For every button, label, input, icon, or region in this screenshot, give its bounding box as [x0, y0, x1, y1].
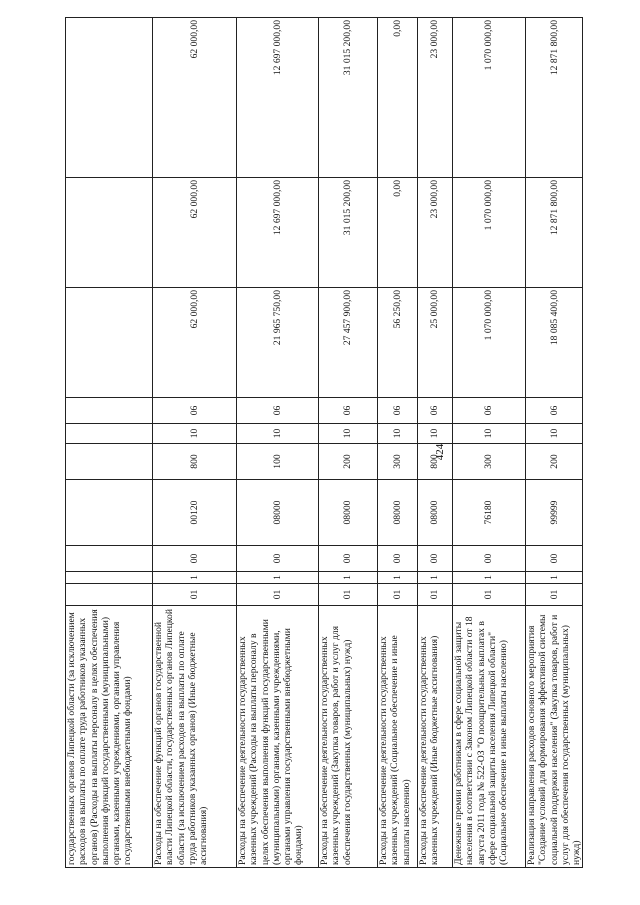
table-cell-code: 01	[453, 584, 526, 606]
table-cell-code: 01	[378, 584, 418, 606]
table-cell-code	[66, 444, 153, 480]
table-cell-code: 00120	[153, 480, 237, 546]
table-cell-code: 10	[153, 424, 237, 444]
table-cell-code: 1	[153, 572, 237, 584]
table-cell-code: 100	[237, 444, 319, 480]
table-cell-description: Реализация направления расходов основного мероприятия "Создание условий для формирования эффективной системы социальной поддержки населения" (Закупка товаров, работ и услуг для обеспечения государственных (муниципальных) нужд)	[526, 606, 583, 868]
table-body	[66, 18, 583, 868]
table-cell-code: 00	[418, 546, 453, 572]
rotated-table-container	[65, 18, 583, 868]
table-cell-amount: 31 015 200,00	[319, 18, 378, 178]
table-cell-code: 06	[526, 398, 583, 424]
table-cell-code: 01	[237, 584, 319, 606]
table-row	[453, 18, 526, 868]
table-cell-amount	[66, 288, 153, 398]
table-cell-code: 1	[319, 572, 378, 584]
table-cell-code	[66, 546, 153, 572]
table-cell-amount: 0,00	[378, 18, 418, 178]
table-cell-code: 1	[378, 572, 418, 584]
table-cell-code: 800	[418, 444, 453, 480]
table-cell-code: 800	[153, 444, 237, 480]
table-row	[153, 18, 237, 868]
table-row	[526, 18, 583, 868]
table-cell-amount: 27 457 900,00	[319, 288, 378, 398]
table-cell-code	[66, 480, 153, 546]
table-cell-code: 08000	[378, 480, 418, 546]
table-cell-code: 10	[418, 424, 453, 444]
table-cell-amount: 56 250,00	[378, 288, 418, 398]
table-cell-code: 06	[378, 398, 418, 424]
table-cell-code: 200	[526, 444, 583, 480]
table-cell-amount: 62 000,00	[153, 18, 237, 178]
table-cell-amount: 21 965 750,00	[237, 288, 319, 398]
table-cell-code: 10	[453, 424, 526, 444]
table-row	[378, 18, 418, 868]
table-cell-description: Денежные премии работникам в сфере социальной защиты населения в соответствии с Законом Липецкой области от 18 августа 2011 года № 522-ОЗ "О поощрительных выплатах в сфере социальной защиты населения Липецкой области" (Социальное обеспечение и иные выплаты населению)	[453, 606, 526, 868]
table-cell-description: Расходы на обеспечение деятельности государственных казенных учреждений (Социальное обеспечение и иные выплаты населению)	[378, 606, 418, 868]
table-cell-code: 10	[526, 424, 583, 444]
table-cell-code: 1	[237, 572, 319, 584]
table-cell-amount: 12 871 800,00	[526, 178, 583, 288]
table-cell-description: Расходы на обеспечение деятельности государственных казенных учреждений (Иные бюджетные ассигнования)	[418, 606, 453, 868]
table-cell-code: 06	[418, 398, 453, 424]
table-cell-code: 01	[319, 584, 378, 606]
page-number: 424	[434, 443, 446, 461]
table-cell-amount	[66, 178, 153, 288]
table-cell-code: 10	[237, 424, 319, 444]
table-cell-code: 99999	[526, 480, 583, 546]
table-cell-code: 06	[453, 398, 526, 424]
table-cell-code: 10	[378, 424, 418, 444]
table-cell-code: 01	[153, 584, 237, 606]
table-cell-code	[66, 584, 153, 606]
table-row	[66, 18, 153, 868]
table-cell-code: 1	[418, 572, 453, 584]
table-cell-amount: 12 871 800,00	[526, 18, 583, 178]
table-row	[319, 18, 378, 868]
table-cell-code	[66, 398, 153, 424]
table-cell-code: 00	[319, 546, 378, 572]
table-cell-code: 00	[153, 546, 237, 572]
table-cell-amount: 1 070 000,00	[453, 178, 526, 288]
table-cell-code: 08000	[319, 480, 378, 546]
table-cell-code: 00	[378, 546, 418, 572]
table-cell-amount: 23 000,00	[418, 18, 453, 178]
table-row	[418, 18, 453, 868]
table-cell-code: 00	[237, 546, 319, 572]
table-cell-code: 06	[319, 398, 378, 424]
table-cell-code: 06	[237, 398, 319, 424]
table-cell-amount	[66, 18, 153, 178]
table-cell-code	[66, 572, 153, 584]
table-cell-code	[66, 424, 153, 444]
budget-table	[65, 17, 583, 868]
table-cell-code: 300	[453, 444, 526, 480]
table-cell-code: 06	[153, 398, 237, 424]
table-cell-amount: 18 085 400,00	[526, 288, 583, 398]
table-cell-code: 00	[453, 546, 526, 572]
table-cell-amount: 0,00	[378, 178, 418, 288]
table-cell-description: государственных органов Липецкой области (за исключением расходов на выплаты по оплате труда работников указанных органов) (Расходы на выплаты персоналу в целях обеспечения выполнения функций государственными (муниципальными) органами, казенными учреждениями, органами управления государственными внебюджетными фондами)	[66, 606, 153, 868]
table-cell-description: Расходы на обеспечение деятельности государственных казенных учреждений (Расходы на выплаты персоналу в целях обеспечения выполнения функций государственными (муниципальными) органами, казенными учреждениями, органами управления государственными внебюджетными фондами)	[237, 606, 319, 868]
table-cell-code: 200	[319, 444, 378, 480]
table-cell-amount: 23 000,00	[418, 178, 453, 288]
table-cell-code: 01	[418, 584, 453, 606]
table-cell-amount: 62 000,00	[153, 288, 237, 398]
table-cell-code: 08000	[418, 480, 453, 546]
table-cell-amount: 31 015 200,00	[319, 178, 378, 288]
table-cell-amount: 25 000,00	[418, 288, 453, 398]
table-cell-amount: 62 000,00	[153, 178, 237, 288]
table-cell-code: 00	[526, 546, 583, 572]
table-cell-amount: 1 070 000,00	[453, 288, 526, 398]
table-cell-code: 08000	[237, 480, 319, 546]
table-cell-amount: 12 697 000,00	[237, 18, 319, 178]
table-cell-code: 300	[378, 444, 418, 480]
table-cell-amount: 1 070 000,00	[453, 18, 526, 178]
table-cell-code: 1	[526, 572, 583, 584]
table-cell-description: Расходы на обеспечение деятельности государственных казенных учреждений (Закупка товаров, работ и услуг для обеспечения государственных (муниципальных) нужд)	[319, 606, 378, 868]
table-cell-code: 76180	[453, 480, 526, 546]
table-cell-amount: 12 697 000,00	[237, 178, 319, 288]
table-cell-code: 01	[526, 584, 583, 606]
table-cell-code: 1	[453, 572, 526, 584]
table-cell-description: Расходы на обеспечение функций органов государственной власти Липецкой области, государственных органов Липецкой области (за исключением расходов на выплаты по оплате труда работников указанных органов) (Иные бюджетные ассигнования)	[153, 606, 237, 868]
table-cell-code: 10	[319, 424, 378, 444]
table-row	[237, 18, 319, 868]
